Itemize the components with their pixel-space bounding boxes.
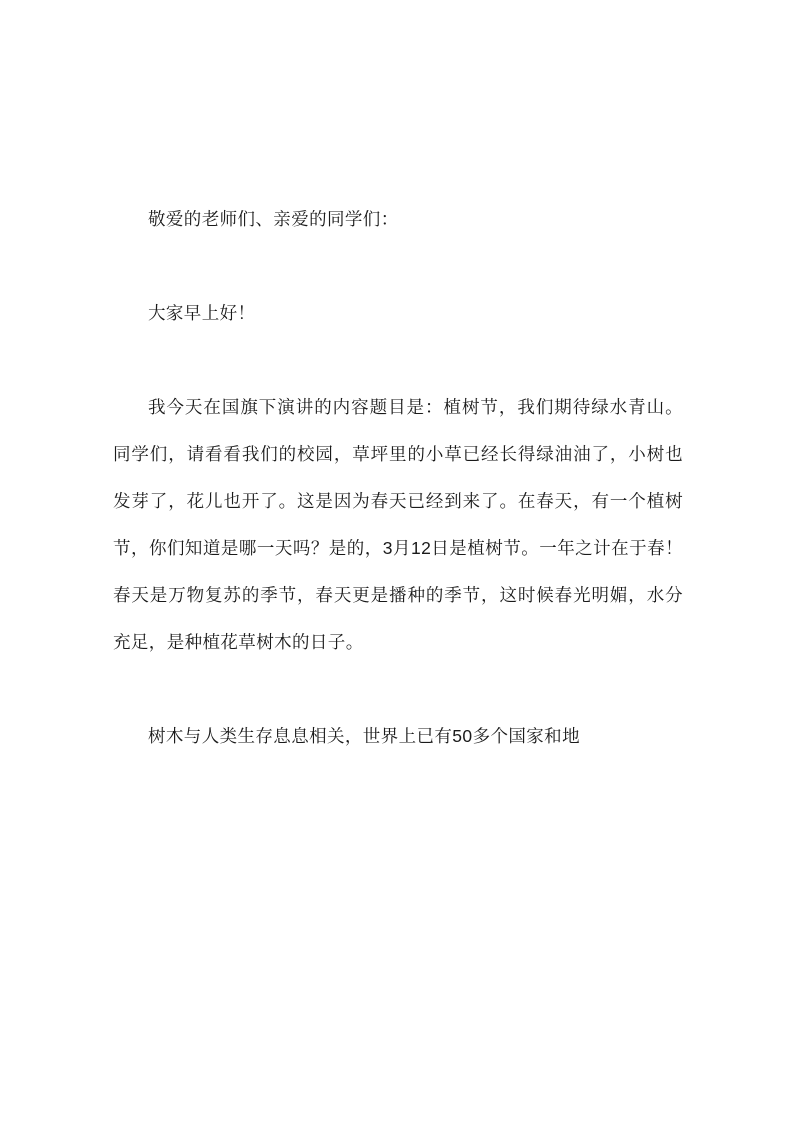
paragraph-greeting: 大家早上好！	[148, 303, 256, 323]
paragraph-spacer	[113, 337, 683, 384]
paragraph-body-2: 树木与人类生存息息相关，世界上已有50多个国家和地	[148, 726, 580, 746]
paragraph-salutation: 敬爱的老师们、亲爱的同学们：	[148, 209, 399, 229]
document-text-body	[113, 196, 683, 760]
paragraph-body-1: 我今天在国旗下演讲的内容题目是：植树节，我们期待绿水青山。同学们，请看看我们的校园，草坪里的小草已经长得绿油油了，小树也发芽了，花儿也开了。这是因为春天已经到来了。在春天，有一个植树节，你们知道是哪一天吗？是的，3月12日是植树节。一年之计在于春！春天是万物复苏的季节，春天更是播种的季节，这时候春光明媚，水分充足，是种植花草树木的日子。	[113, 397, 683, 652]
paragraph-spacer	[113, 243, 683, 290]
paragraph-spacer	[113, 666, 683, 713]
